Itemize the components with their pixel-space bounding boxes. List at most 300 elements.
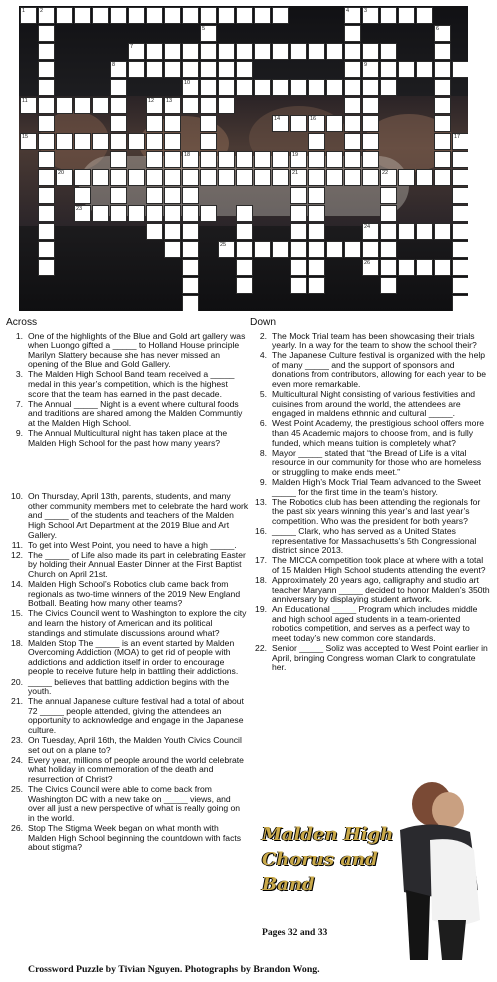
clue-number: 7. — [15, 398, 23, 409]
grid-cell[interactable] — [38, 151, 55, 168]
clue-text: Approximately 20 years ago, calligraphy and studio art teacher Maryann _____ decided to honor Malden’s 350th anniversary by displaying student artwork. — [272, 574, 490, 605]
grid-cell[interactable] — [272, 7, 289, 24]
grid-cell[interactable] — [110, 133, 127, 150]
grid-cell[interactable] — [56, 7, 73, 24]
clue-text: The MICCA competition took place at where with a total of 15 Malden High School students attending the event? — [272, 555, 486, 575]
grid-cell[interactable] — [362, 241, 379, 258]
cell-number: 4 — [346, 8, 350, 14]
clue-text: To get into West Point, you need to have a high _____. — [28, 539, 237, 550]
grid-cell[interactable] — [380, 43, 397, 60]
grid-cell[interactable] — [362, 151, 379, 168]
grid-cell[interactable] — [254, 43, 271, 60]
across-clue — [6, 551, 249, 580]
grid-cell[interactable] — [128, 43, 145, 60]
grid-cell[interactable] — [380, 169, 397, 186]
grid-cell[interactable] — [236, 241, 253, 258]
grid-cell[interactable] — [128, 7, 145, 24]
clue-text: The Civics Council were able to come back from Washington DC with a new take on _____ views, and over all just a new perspective of what is really going on in the world. — [28, 784, 241, 823]
grid-cell[interactable] — [362, 43, 379, 60]
grid-cell[interactable] — [182, 61, 199, 78]
grid-cell[interactable] — [434, 25, 451, 42]
grid-cell[interactable] — [362, 223, 379, 240]
grid-cell[interactable] — [308, 151, 325, 168]
clue-text: Every year, millions of people around the world celebrate what holiday in commemoration of the death and resurrection of Christ? — [28, 754, 244, 784]
clue-text: The Annual _____ Night is a event where cultural foods and traditions are shared among the Malden Communtiy at the Malden High School. — [28, 398, 243, 428]
grid-cell[interactable] — [38, 25, 55, 42]
grid-cell[interactable] — [254, 169, 271, 186]
down-clue — [250, 390, 490, 419]
grid-cell[interactable] — [218, 79, 235, 96]
grid-cell[interactable] — [434, 223, 451, 240]
clue-number: 19. — [255, 604, 267, 615]
grid-cell[interactable] — [200, 97, 217, 114]
grid-cell[interactable] — [452, 295, 468, 311]
grid-cell[interactable] — [380, 277, 397, 294]
grid-cell[interactable] — [290, 259, 307, 276]
down-heading: Down — [250, 317, 277, 328]
grid-cell[interactable] — [146, 151, 163, 168]
cell-number: 26 — [364, 260, 371, 266]
clue-text: On Tuesday, April 16th, the Malden Youth Civics Council set out on a plane to? — [28, 735, 242, 755]
grid-cell[interactable] — [380, 259, 397, 276]
grid-cell[interactable] — [398, 169, 415, 186]
grid-cell[interactable] — [218, 61, 235, 78]
grid-cell[interactable] — [146, 169, 163, 186]
clue-number: 6. — [259, 418, 267, 429]
cell-number: 25 — [220, 242, 227, 248]
grid-cell[interactable] — [308, 205, 325, 222]
across-clue — [6, 400, 249, 429]
grid-cell[interactable] — [110, 79, 127, 96]
grid-cell[interactable] — [146, 187, 163, 204]
grid-cell[interactable] — [236, 259, 253, 276]
grid-cell[interactable] — [344, 169, 361, 186]
feature-title — [262, 822, 393, 897]
cell-number: 19 — [292, 152, 299, 158]
grid-cell[interactable] — [200, 115, 217, 132]
grid-cell[interactable] — [128, 61, 145, 78]
cell-number: 11 — [22, 98, 28, 104]
grid-cell[interactable] — [20, 133, 37, 150]
cell-number: 10 — [184, 80, 191, 86]
grid-cell[interactable] — [236, 79, 253, 96]
grid-cell[interactable] — [74, 169, 91, 186]
grid-cell[interactable] — [182, 223, 199, 240]
clue-text: West Point Academy, the prestigious school offers more than 45 Academic majors to choose from, and is fully funded, which means tuition is completely what? — [272, 418, 485, 448]
clue-number: 22. — [255, 643, 267, 654]
grid-cell[interactable] — [146, 97, 163, 114]
grid-cell[interactable] — [74, 187, 91, 204]
grid-cell[interactable] — [20, 7, 37, 24]
across-clue — [6, 736, 249, 755]
grid-cell[interactable] — [164, 7, 181, 24]
clue-text: Malden Stop The _____ is an event started by Malden Overcoming Addiction (MOA) to get rid of people with addictions and addiction itself in order to encourage people to receive future help in battling their addictions. — [28, 637, 239, 677]
grid-cell[interactable] — [434, 115, 451, 132]
grid-cell[interactable] — [92, 133, 109, 150]
grid-cell[interactable] — [272, 169, 289, 186]
grid-cell[interactable] — [380, 7, 397, 24]
clue-text: The Annual Multicultural night has taken place at the Malden High School for the past how many years? — [28, 428, 228, 448]
grid-cell[interactable] — [38, 133, 55, 150]
grid-cell[interactable] — [434, 169, 451, 186]
grid-cell[interactable] — [254, 241, 271, 258]
grid-cell[interactable] — [362, 7, 379, 24]
grid-cell[interactable] — [38, 259, 55, 276]
grid-cell[interactable] — [326, 169, 343, 186]
grid-cell[interactable] — [110, 115, 127, 132]
grid-cell[interactable] — [182, 97, 199, 114]
grid-cell[interactable] — [92, 205, 109, 222]
clue-number: 21. — [11, 696, 23, 707]
grid-cell[interactable] — [344, 79, 361, 96]
across-clue — [6, 580, 249, 609]
grid-cell[interactable] — [308, 277, 325, 294]
clue-number: 15. — [11, 608, 23, 619]
grid-cell[interactable] — [416, 169, 433, 186]
grid-cell[interactable] — [452, 187, 468, 204]
grid-cell[interactable] — [38, 7, 55, 24]
grid-cell[interactable] — [38, 79, 55, 96]
grid-cell[interactable] — [398, 61, 415, 78]
grid-cell[interactable] — [182, 295, 199, 311]
grid-cell[interactable] — [146, 133, 163, 150]
clue-text: An Educational _____ Program which includes middle and high school aged students in a team-oriented robotics competition, and serves as a perfect way to meet today’s new common core standards. — [272, 604, 478, 643]
grid-cell[interactable] — [344, 25, 361, 42]
grid-cell[interactable] — [164, 133, 181, 150]
grid-cell[interactable] — [218, 43, 235, 60]
grid-cell[interactable] — [38, 187, 55, 204]
clue-number: 11. — [11, 539, 23, 550]
cell-number: 12 — [148, 98, 155, 104]
grid-cell[interactable] — [182, 151, 199, 168]
grid-cell[interactable] — [362, 97, 379, 114]
grid-cell[interactable] — [272, 43, 289, 60]
grid-cell[interactable] — [200, 61, 217, 78]
grid-cell[interactable] — [362, 169, 379, 186]
clue-text: Mayor _____ stated that “the Bread of Life is a vital resource in our community for those who are homeless or struggling to make ends meet.” — [272, 447, 482, 477]
cell-number: 21 — [292, 170, 299, 176]
grid-cell[interactable] — [74, 205, 91, 222]
grid-cell[interactable] — [182, 277, 199, 294]
cell-number: 2 — [40, 8, 44, 14]
grid-cell[interactable] — [434, 97, 451, 114]
grid-cell[interactable] — [164, 61, 181, 78]
clue-number: 2. — [259, 330, 267, 341]
grid-cell[interactable] — [38, 223, 55, 240]
feature-title-line: Malden High — [262, 824, 394, 845]
grid-cell[interactable] — [416, 223, 433, 240]
grid-cell[interactable] — [236, 151, 253, 168]
grid-cell[interactable] — [434, 61, 451, 78]
across-clue — [6, 697, 249, 735]
grid-cell[interactable] — [452, 205, 468, 222]
grid-cell[interactable] — [362, 61, 379, 78]
grid-cell[interactable] — [182, 187, 199, 204]
grid-cell[interactable] — [380, 205, 397, 222]
grid-cell[interactable] — [128, 169, 145, 186]
grid-cell[interactable] — [164, 151, 181, 168]
cell-number: 6 — [436, 26, 440, 32]
cell-number: 8 — [112, 62, 116, 68]
grid-cell[interactable] — [416, 61, 433, 78]
grid-cell[interactable] — [290, 277, 307, 294]
grid-cell[interactable] — [146, 205, 163, 222]
clue-number: 20. — [11, 676, 23, 687]
grid-cell[interactable] — [326, 241, 343, 258]
grid-cell[interactable] — [272, 115, 289, 132]
grid-cell[interactable] — [308, 187, 325, 204]
grid-cell[interactable] — [290, 205, 307, 222]
grid-cell[interactable] — [164, 115, 181, 132]
across-heading: Across — [6, 317, 38, 328]
clue-number: 9. — [15, 428, 23, 439]
grid-cell[interactable] — [56, 97, 73, 114]
cell-number: 5 — [202, 26, 206, 32]
grid-cell[interactable] — [218, 241, 235, 258]
feature-title-line: Band — [262, 874, 315, 895]
grid-cell[interactable] — [56, 133, 73, 150]
down-clue — [250, 576, 490, 605]
grid-cell[interactable] — [164, 241, 181, 258]
grid-cell[interactable] — [290, 223, 307, 240]
cell-number: 13 — [166, 98, 173, 104]
grid-cell[interactable] — [452, 61, 468, 78]
grid-cell[interactable] — [164, 205, 181, 222]
grid-cell[interactable] — [38, 115, 55, 132]
grid-cell[interactable] — [308, 79, 325, 96]
grid-cell[interactable] — [236, 61, 253, 78]
grid-cell[interactable] — [452, 169, 468, 186]
grid-cell[interactable] — [308, 115, 325, 132]
grid-cell[interactable] — [380, 79, 397, 96]
feature-title-line: Chorus and — [262, 849, 378, 870]
grid-cell[interactable] — [452, 241, 468, 258]
grid-cell[interactable] — [182, 43, 199, 60]
grid-cell[interactable] — [452, 277, 468, 294]
grid-cell[interactable] — [110, 151, 127, 168]
grid-cell[interactable] — [236, 205, 253, 222]
grid-cell[interactable] — [290, 241, 307, 258]
grid-cell[interactable] — [344, 115, 361, 132]
grid-cell[interactable] — [110, 7, 127, 24]
grid-cell[interactable] — [182, 241, 199, 258]
grid-cell[interactable] — [92, 7, 109, 24]
grid-cell[interactable] — [344, 7, 361, 24]
grid-cell[interactable] — [452, 151, 468, 168]
grid-cell[interactable] — [290, 115, 307, 132]
grid-cell[interactable] — [254, 7, 271, 24]
grid-cell[interactable] — [182, 7, 199, 24]
clue-number: 8. — [259, 447, 267, 458]
grid-cell[interactable] — [38, 169, 55, 186]
cell-number: 23 — [76, 206, 83, 212]
grid-cell[interactable] — [200, 169, 217, 186]
cell-number: 17 — [454, 134, 461, 140]
grid-cell[interactable] — [236, 7, 253, 24]
grid-cell[interactable] — [308, 223, 325, 240]
grid-cell[interactable] — [164, 169, 181, 186]
grid-cell[interactable] — [362, 115, 379, 132]
down-clue — [250, 351, 490, 389]
grid-cell[interactable] — [182, 259, 199, 276]
grid-cell[interactable] — [200, 7, 217, 24]
grid-cell[interactable] — [254, 79, 271, 96]
grid-cell[interactable] — [290, 79, 307, 96]
grid-cell[interactable] — [290, 169, 307, 186]
cell-number: 15 — [22, 134, 29, 140]
clue-text: The Robotics club has been attending the regionals for the past six years winning this year’s and last year’s competition. Who was the president for both years? — [272, 496, 481, 526]
grid-cell[interactable] — [200, 151, 217, 168]
grid-cell[interactable] — [398, 223, 415, 240]
grid-cell[interactable] — [38, 43, 55, 60]
across-clue — [6, 332, 249, 370]
grid-cell[interactable] — [344, 43, 361, 60]
grid-cell[interactable] — [146, 223, 163, 240]
down-clue — [250, 478, 490, 497]
grid-cell[interactable] — [452, 259, 468, 276]
grid-cell[interactable] — [146, 61, 163, 78]
grid-cell[interactable] — [218, 169, 235, 186]
grid-cell[interactable] — [146, 7, 163, 24]
grid-cell[interactable] — [110, 169, 127, 186]
across-clue — [6, 756, 249, 785]
grid-cell[interactable] — [380, 187, 397, 204]
grid-cell[interactable] — [92, 97, 109, 114]
grid-cell[interactable] — [434, 133, 451, 150]
grid-cell[interactable] — [452, 223, 468, 240]
grid-cell[interactable] — [380, 61, 397, 78]
grid-cell[interactable] — [236, 223, 253, 240]
grid-cell[interactable] — [128, 133, 145, 150]
grid-cell[interactable] — [218, 7, 235, 24]
grid-cell[interactable] — [200, 133, 217, 150]
grid-cell[interactable] — [164, 43, 181, 60]
grid-cell[interactable] — [236, 169, 253, 186]
grid-cell[interactable] — [398, 7, 415, 24]
clue-text: _____ believes that battling addiction begins with the youth. — [28, 676, 230, 697]
grid-cell[interactable] — [182, 79, 199, 96]
grid-cell[interactable] — [380, 241, 397, 258]
clue-text: Malden High’s Mock Trial Team advanced to the Sweet _____ for the first time in the team’s history. — [272, 477, 481, 497]
grid-cell[interactable] — [362, 79, 379, 96]
grid-cell[interactable] — [344, 61, 361, 78]
grid-cell[interactable] — [272, 151, 289, 168]
grid-cell[interactable] — [182, 205, 199, 222]
clue-number: 18. — [255, 574, 267, 585]
grid-cell[interactable] — [434, 79, 451, 96]
grid-cell[interactable] — [398, 259, 415, 276]
grid-cell[interactable] — [200, 205, 217, 222]
grid-cell[interactable] — [200, 79, 217, 96]
grid-cell[interactable] — [74, 97, 91, 114]
clue-number: 10. — [11, 491, 23, 502]
grid-cell[interactable] — [218, 97, 235, 114]
clue-text: Senior _____ Soliz was accepted to West Point earlier in April, bringing Congress woman Clark to congratulate her. — [272, 643, 488, 673]
grid-cell[interactable] — [344, 151, 361, 168]
grid-cell[interactable] — [362, 259, 379, 276]
grid-cell[interactable] — [434, 151, 451, 168]
cell-number: 3 — [364, 8, 368, 14]
clue-text: The _____ of Life also made its part in celebrating Easter by holding their Annual Easter Dinner at the First Baptist Church on April 21st. — [28, 549, 246, 579]
grid-cell[interactable] — [38, 97, 55, 114]
grid-cell[interactable] — [308, 43, 325, 60]
grid-cell[interactable] — [218, 151, 235, 168]
grid-cell[interactable] — [74, 133, 91, 150]
grid-cell[interactable] — [308, 241, 325, 258]
grid-cell[interactable] — [38, 241, 55, 258]
grid-cell[interactable] — [110, 61, 127, 78]
cell-number: 22 — [382, 170, 389, 176]
grid-cell[interactable] — [326, 151, 343, 168]
grid-cell[interactable] — [416, 259, 433, 276]
grid-cell[interactable] — [434, 43, 451, 60]
grid-cell[interactable] — [272, 241, 289, 258]
grid-cell[interactable] — [344, 97, 361, 114]
grid-cell[interactable] — [326, 43, 343, 60]
clue-text: The Japanese Culture festival is organized with the help of many _____ and the support of sponsors and donations from contributors, allowing for each year to be even more remarkable. — [272, 350, 487, 390]
grid-cell[interactable] — [254, 151, 271, 168]
grid-cell[interactable] — [110, 97, 127, 114]
grid-cell[interactable] — [92, 169, 109, 186]
grid-cell[interactable] — [164, 187, 181, 204]
grid-cell[interactable] — [128, 205, 145, 222]
grid-cell[interactable] — [56, 169, 73, 186]
grid-cell[interactable] — [200, 25, 217, 42]
grid-cell[interactable] — [164, 223, 181, 240]
across-clue — [6, 492, 249, 540]
grid-cell[interactable] — [308, 133, 325, 150]
grid-cell[interactable] — [452, 133, 468, 150]
grid-cell[interactable] — [308, 259, 325, 276]
grid-cell[interactable] — [290, 187, 307, 204]
grid-cell[interactable] — [236, 277, 253, 294]
grid-cell[interactable] — [290, 43, 307, 60]
grid-cell[interactable] — [326, 79, 343, 96]
grid-cell[interactable] — [272, 79, 289, 96]
grid-cell[interactable] — [110, 187, 127, 204]
clue-number: 25. — [11, 784, 23, 795]
clue-number: 5. — [259, 389, 267, 400]
grid-cell[interactable] — [38, 205, 55, 222]
grid-cell[interactable] — [416, 7, 433, 24]
grid-cell[interactable] — [164, 97, 181, 114]
grid-cell[interactable] — [290, 151, 307, 168]
across-clue — [6, 678, 249, 697]
grid-cell[interactable] — [110, 205, 127, 222]
grid-cell[interactable] — [20, 97, 37, 114]
clue-number: 24. — [11, 754, 23, 765]
clue-number: 18. — [11, 637, 23, 648]
grid-cell[interactable] — [362, 133, 379, 150]
down-clue — [250, 644, 490, 673]
grid-cell[interactable] — [326, 115, 343, 132]
grid-cell[interactable] — [74, 7, 91, 24]
grid-cell[interactable] — [380, 223, 397, 240]
grid-cell[interactable] — [146, 115, 163, 132]
clue-text: On Thursday, April 13th, parents, students, and many other community members met to celebrate the hard work and _____ of the students and teachers of the Malden High School Art Department at the 2019 Blue and Art Gallery. — [28, 491, 249, 540]
grid-cell[interactable] — [344, 241, 361, 258]
grid-cell[interactable] — [344, 133, 361, 150]
down-clue — [250, 498, 490, 527]
down-column — [250, 318, 490, 673]
grid-cell[interactable] — [434, 259, 451, 276]
grid-cell[interactable] — [236, 43, 253, 60]
grid-cell[interactable] — [182, 169, 199, 186]
grid-cell[interactable] — [200, 43, 217, 60]
grid-cell[interactable] — [146, 43, 163, 60]
grid-cell[interactable] — [308, 169, 325, 186]
grid-cell[interactable] — [38, 61, 55, 78]
